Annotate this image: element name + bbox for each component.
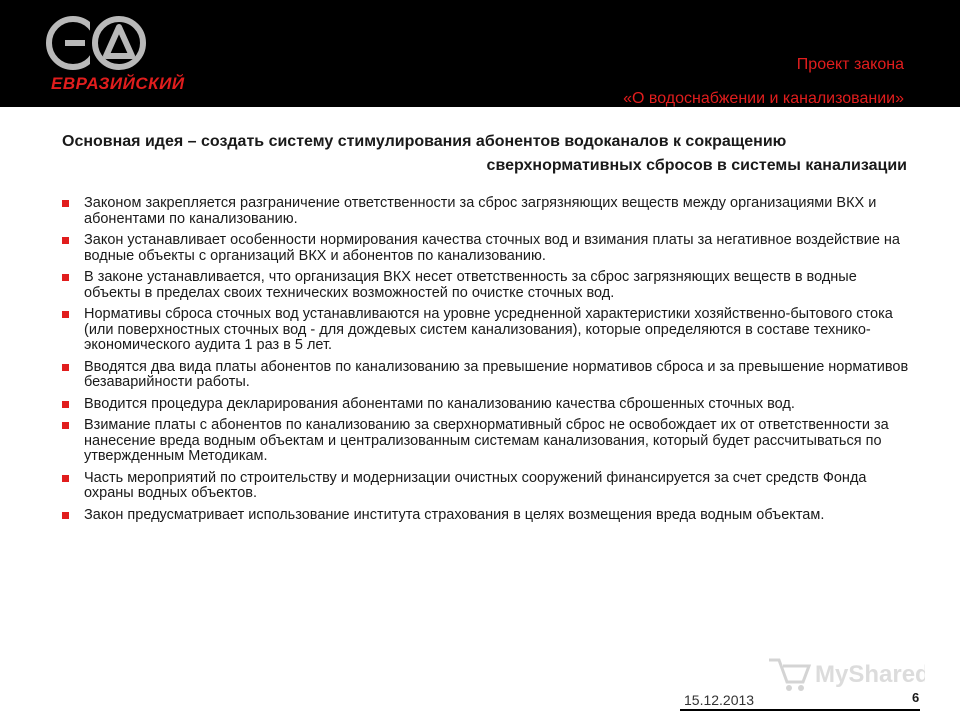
bullet-list bbox=[62, 196, 912, 529]
bullet-square-icon bbox=[62, 237, 69, 244]
bullet-text: Вводятся два вида платы абонентов по канализованию за превышение нормативов сброса и за превышение нормативов безаварийности работы. bbox=[84, 358, 909, 390]
bullet-text: Взимание платы с абонентов по канализованию за сверхнормативный сброс не освобождает их от ответственности за нанесение вреда водным объектам и централизованным системам канализования, который будет рассчитываться по утвержденным Методикам. bbox=[84, 417, 889, 464]
bullet-square-icon bbox=[62, 274, 69, 281]
bullet-item bbox=[62, 360, 912, 391]
watermark-text: MyShared bbox=[815, 661, 925, 688]
main-idea-line1: Основная идея – создать систему стимулирования абонентов водоканалов к сокращению bbox=[62, 133, 787, 150]
project-title-line1: Проект закона bbox=[796, 56, 904, 73]
bullet-square-icon bbox=[62, 475, 69, 482]
bullet-text: В законе устанавливается, что организация ВКХ несет ответственность за сброс загрязняющих веществ в водные объекты в пределах своих технических возможностей по очистке сточных вод. bbox=[84, 269, 857, 301]
bullet-square-icon bbox=[62, 364, 69, 371]
bullet-square-icon bbox=[62, 422, 69, 429]
bullet-text: Закон предусматривает использование института страхования в целях возмещения вреда водным объектам. bbox=[84, 506, 825, 523]
bullet-square-icon bbox=[62, 200, 69, 207]
bullet-text: Вводится процедура декларирования абонентами по канализованию качества сброшенных сточных вод. bbox=[84, 395, 795, 412]
logo-emblem-icon bbox=[44, 14, 154, 72]
bullet-item bbox=[62, 233, 912, 264]
main-idea-line2: сверхнормативных сбросов в системы канализации bbox=[486, 157, 907, 174]
bullet-text: Законом закрепляется разграничение ответственности за сброс загрязняющих веществ между организациями ВКХ и абонентами по канализованию. bbox=[84, 195, 877, 227]
bullet-text: Нормативы сброса сточных вод устанавливаются на уровне усредненной характеристики хозяйственно-бытового стока (или поверхностных сточных вод - для дождевых систем канализования), которые определяются в составе технико-экономического аудита 1 раз в 5 лет. bbox=[84, 306, 893, 353]
company-logo bbox=[44, 14, 185, 100]
bullet-item bbox=[62, 307, 912, 354]
bullet-square-icon bbox=[62, 311, 69, 318]
bullet-text: Закон устанавливает особенности нормирования качества сточных вод и взимания платы за негативное воздействие на водные объекты с организаций ВКХ и абонентов по канализованию. bbox=[84, 232, 900, 264]
bullet-square-icon bbox=[62, 512, 69, 519]
bullet-item bbox=[62, 397, 912, 413]
bullet-item bbox=[62, 508, 912, 524]
bullet-item bbox=[62, 196, 912, 227]
slide-date: 15.12.2013 bbox=[684, 692, 755, 708]
watermark bbox=[765, 652, 925, 692]
footer-divider bbox=[680, 709, 920, 711]
bullet-item bbox=[62, 471, 912, 502]
bullet-item bbox=[62, 418, 912, 465]
main-idea-heading bbox=[62, 130, 907, 178]
header-bar bbox=[0, 0, 960, 107]
logo-wordmark: ЕВРАЗИЙСКИЙ bbox=[51, 74, 185, 93]
project-title bbox=[623, 48, 904, 116]
bullet-text: Часть мероприятий по строительству и модернизации очистных сооружений финансируется за счет средств Фонда охраны водных объектов. bbox=[84, 469, 867, 501]
bullet-item bbox=[62, 270, 912, 301]
bullet-square-icon bbox=[62, 401, 69, 408]
project-title-line2: «О водоснабжении и канализовании» bbox=[623, 90, 904, 107]
watermark-logo-icon bbox=[765, 652, 925, 692]
page-number: 6 bbox=[912, 690, 920, 705]
